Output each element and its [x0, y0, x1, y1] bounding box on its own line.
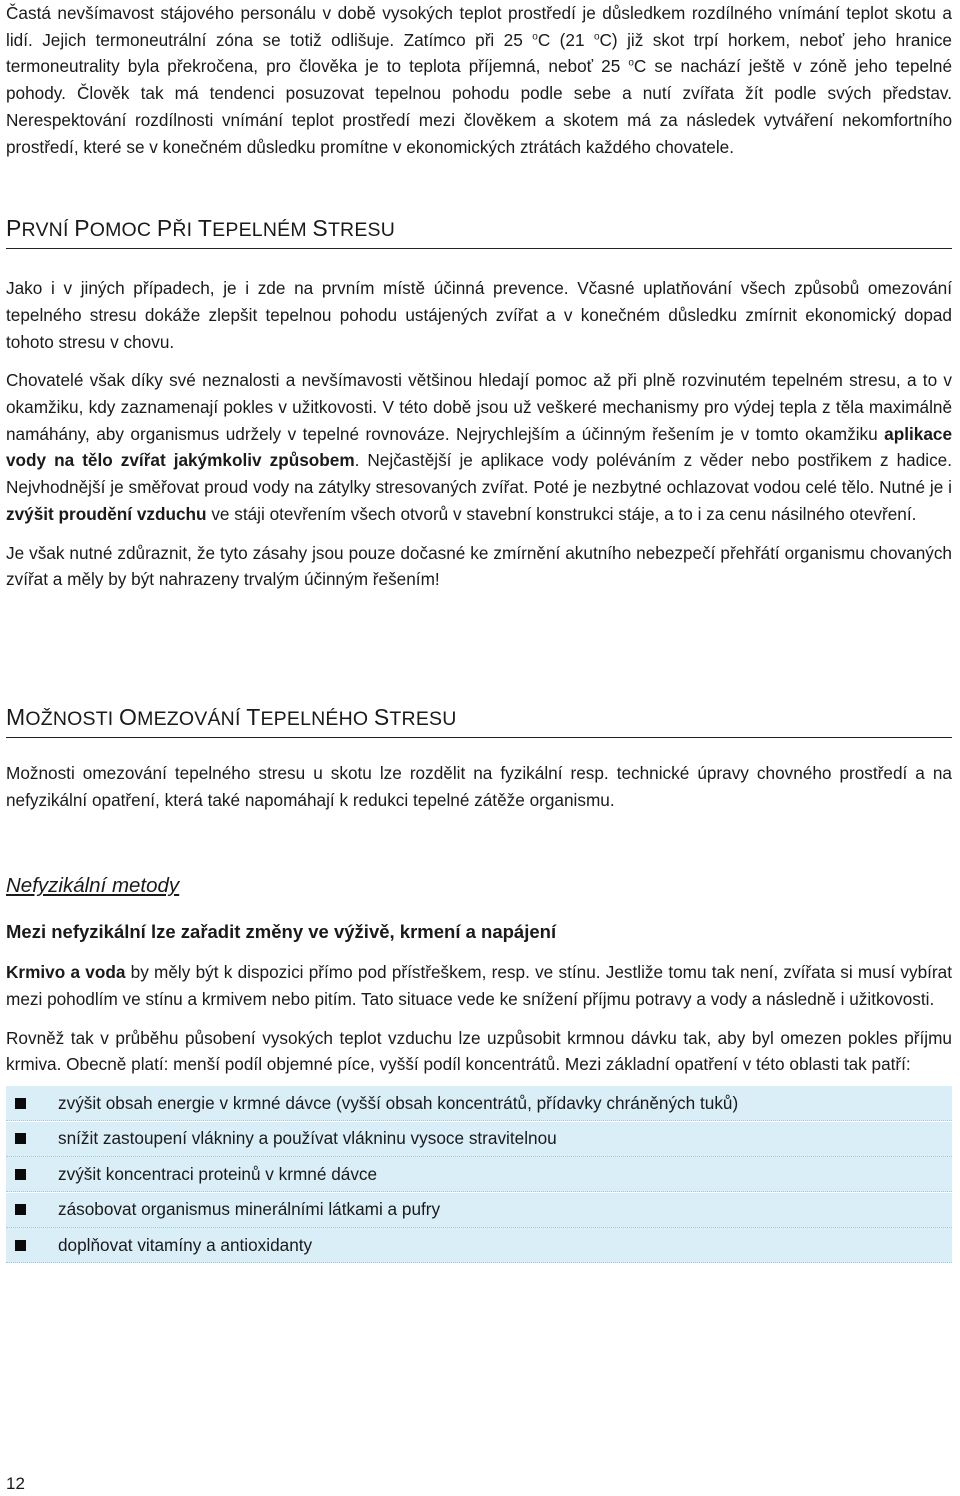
- bold-text-run: Krmivo a voda: [6, 962, 126, 983]
- bold-text-run: zvýšit proudění vzduchu: [6, 503, 207, 524]
- feed-water-paragraph: [6, 959, 952, 1012]
- text-run: ve stáji otevřením všech otvorů v stavební konstrukci stáje, a to i za cenu násilného otevření.: [206, 503, 917, 524]
- text-run: . Nejčastější je aplikace vody poléváním z věder nebo postřikem z hadice. Nejvhodnější je směřovat proud vody na zátylky stresovaných zvířat. Poté je nezbytné ochlazovat vodou celé tělo. Nutné je i: [6, 450, 952, 498]
- first-aid-paragraph-1: Jako i v jiných případech, je i zde na prvním místě účinná prevence. Včasné uplatňování všech způsobů omezování tepelného stresu dokáže zlepšit tepelnou pohodu ustájených zvířat a v konečném důsledku zmírnit ekonomický dopad tohoto stresu v chovu.: [6, 278, 952, 352]
- ration-paragraph: Rovněž tak v průběhu působení vysokých teplot vzduchu lze uzpůsobit krmnou dávku tak, aby byl omezen pokles příjmu krmiva. Obecně platí: menší podíl objemné píce, vyšší podíl koncentrátů. Mezi základní opatření v této oblasti tak patří:: [6, 1027, 952, 1075]
- list-item-text: zásobovat organismus minerálními látkami a pufry: [58, 1199, 441, 1220]
- section-heading-options: [6, 705, 952, 738]
- list-item: [6, 1086, 952, 1121]
- text-run: by měly být k dispozici přímo pod přístřeškem, resp. ve stínu. Jestliže tomu tak není, zvířata si musí vybírat mezi pohodlím ve stínu a krmivem nebo pitím. Tato situace vede ke snížení příjmu potravy a vody a následně i užitkovosti.: [6, 962, 952, 1010]
- list-item-text: doplňovat vitamíny a antioxidanty: [58, 1234, 313, 1255]
- list-item: [6, 1157, 952, 1192]
- list-item-text: zvýšit obsah energie v krmné dávce (vyšší obsah koncentrátů, přídavky chráněných tuků): [58, 1092, 739, 1113]
- square-bullet-icon: [15, 1240, 26, 1251]
- intro-text: C) již skot trpí horkem, neboť jeho hranice termoneutrality byla překročena, pro člověka je to teplota příjemná, neboť 25: [6, 29, 952, 77]
- degree-sup: o: [532, 30, 538, 42]
- square-bullet-icon: [15, 1133, 26, 1144]
- text-run: Chovatelé však díky své neznalosti a nevšímavosti většinou hledají pomoc až při plně rozvinutém tepelném stresu, a to v okamžiku, kdy zaznamenají pokles v užitkovosti. V této době jsou už veškeré mechanismy pro výdej tepla z těla maximálně namáhány, aby organismus udržely v tepelné rovnováze. Nejrychlejším a účinným řešením je v tomto okamžiku: [6, 370, 952, 444]
- section-heading-nonphysical: Nefyzikální metody: [6, 874, 180, 898]
- intro-text: C (21: [537, 29, 594, 50]
- list-item: [6, 1122, 952, 1157]
- options-paragraph: Možnosti omezování tepelného stresu u skotu lze rozdělit na fyzikální resp. technické úpravy chovného prostředí a na nefyzikální opatření, která také napomáhají k redukci tepelné zátěže organismu.: [6, 762, 952, 810]
- list-item: [6, 1193, 952, 1228]
- document-page: [6, 0, 952, 1264]
- degree-sup: o: [593, 30, 600, 42]
- list-item: [6, 1228, 952, 1263]
- first-aid-paragraph-2: [6, 367, 952, 527]
- list-item-text: zvýšit koncentraci proteinů v krmné dávce: [58, 1163, 378, 1184]
- heading-text: MOŽNOSTI OMEZOVÁNÍ TEPELNÉHO STRESU: [6, 703, 457, 730]
- list-item-text: snížit zastoupení vlákniny a používat vlákninu vysoce stravitelnou: [58, 1128, 557, 1149]
- square-bullet-icon: [15, 1204, 26, 1215]
- square-bullet-icon: [15, 1098, 26, 1109]
- square-bullet-icon: [15, 1169, 26, 1180]
- first-aid-paragraph-3: Je však nutné zdůraznit, že tyto zásahy jsou pouze dočasné ke zmírnění akutního nebezpečí přehřátí organismu chovaných zvířat a měly by být nahrazeny trvalým účinným řešením!: [6, 542, 952, 590]
- intro-text: Častá nevšímavost stájového personálu v době vysokých teplot prostředí je důsledkem rozdílného vnímání teplot skotu a lidí. Jejich termoneutrální zóna se totiž odlišuje. Zatímco při 25: [6, 3, 952, 50]
- intro-text: C se nachází ještě v zóně jeho tepelné pohody. Člověk tak má tendenci posuzovat tepelnou pohodu podle sebe a nutí zvířata žít podle svých představ. Nerespektování rozdílnosti vnímání teplot prostředí mezi člověkem a skotem má za následek vytváření nekomfortního prostředí, které se v konečném důsledku promítne v ekonomických ztrátách každého chovatele.: [6, 56, 953, 157]
- heading-text: PRVNÍ POMOC PŘI TEPELNÉM STRESU: [6, 215, 396, 242]
- degree-sup: o: [628, 57, 634, 69]
- measures-list: [6, 1086, 952, 1263]
- intro-paragraph: [6, 0, 952, 160]
- subheading-nutrition: Mezi nefyzikální lze zařadit změny ve výživě, krmení a napájení: [6, 921, 557, 943]
- section-heading-first-aid: [6, 216, 952, 249]
- bold-text-run: aplikace vody na tělo zvířat jakýmkoliv způsobem: [6, 423, 952, 471]
- page-number: 12: [6, 1474, 25, 1493]
